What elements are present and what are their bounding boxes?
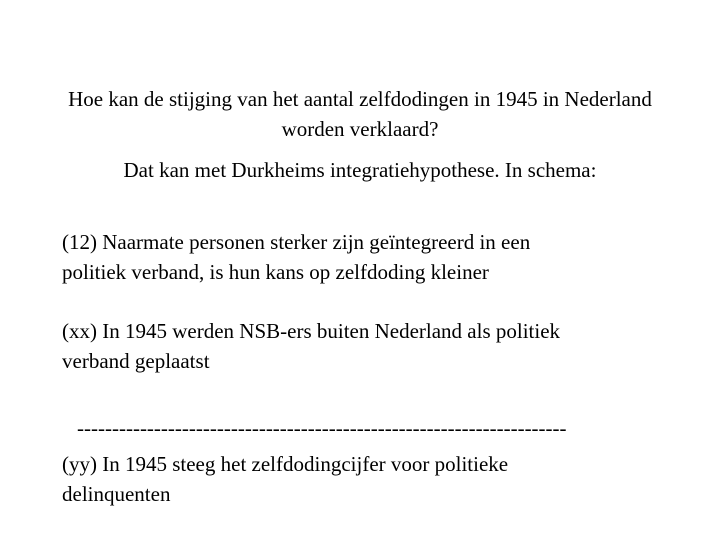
question-heading: Hoe kan de stijging van het aantal zelfdodingen in 1945 in Nederland worden verklaard? xyxy=(68,87,652,141)
premise-12: (12) Naarmate personen sterker zijn geïntegreerd in een politiek verband, is hun kans op zelfdoding kleiner xyxy=(62,230,531,284)
intro-text: Dat kan met Durkheims integratiehypothese. In schema: xyxy=(123,158,597,182)
premise-xx: (xx) In 1945 werden NSB-ers buiten Nederland als politiek verband geplaatst xyxy=(62,319,561,373)
conclusion-separator-line: ---------------------------------------------------------------------- xyxy=(77,416,567,440)
conclusion-yy: (yy) In 1945 steeg het zelfdodingcijfer voor politieke delinquenten xyxy=(62,452,509,506)
